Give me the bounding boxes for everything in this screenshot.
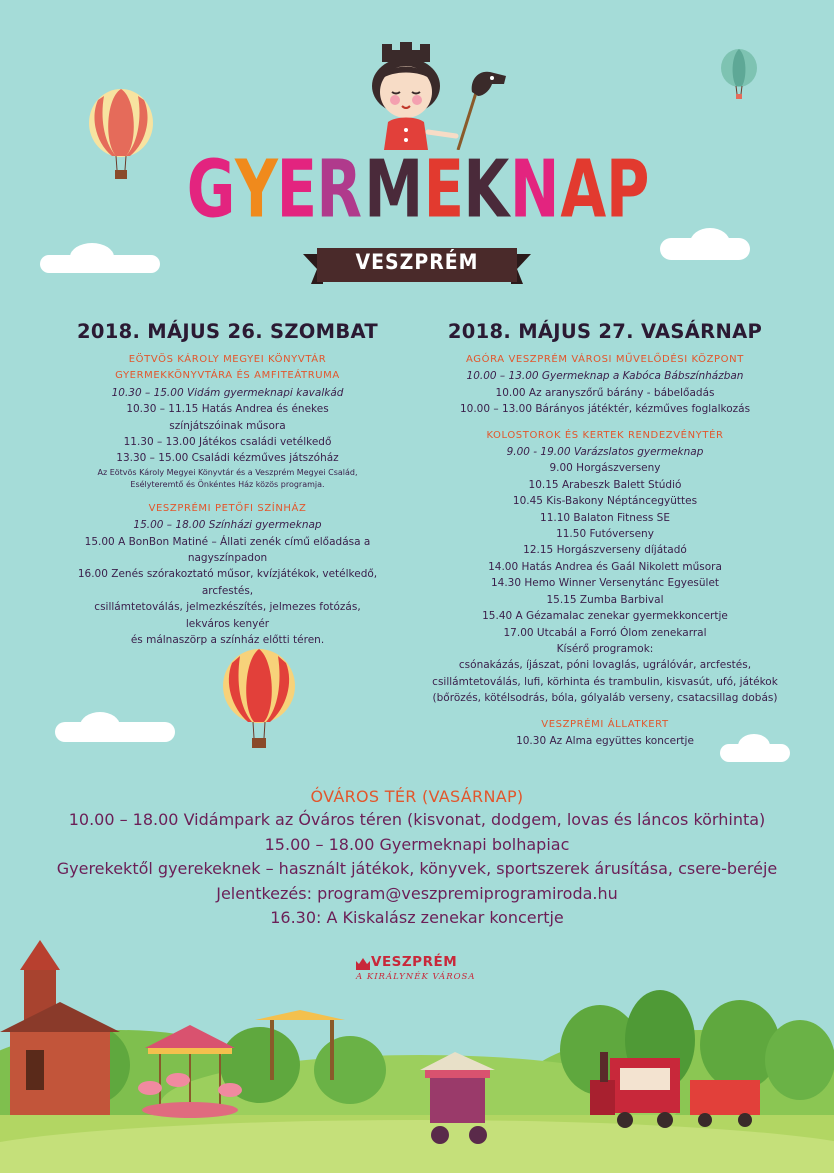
- ovaros-line: 10.00 – 18.00 Vidámpark az Óváros téren (kisvonat, dodgem, lovas és láncos körhinta): [68, 810, 766, 829]
- kolostorok-program-list: [430, 444, 780, 707]
- sunday-date: 2018. MÁJUS 27. VASÁRNAP: [447, 320, 763, 343]
- ribbon-veszprem: VESZPRÉM: [355, 250, 479, 274]
- title-letter: E: [276, 141, 317, 236]
- program-line: 14.00 Hatás Andrea és Gaál Nikolett műsora: [488, 560, 722, 573]
- title-letter: P: [605, 141, 649, 236]
- cloud-mid-left-puff: [80, 712, 120, 740]
- program-line: 11.10 Balaton Fitness SE: [540, 511, 670, 524]
- program-line: és málnaszörp a színház előtti téren.: [130, 634, 325, 647]
- title-letter: Y: [235, 141, 278, 236]
- program-line: 10.30 – 15.00 Vidám gyermeknapi kavalkád: [111, 386, 344, 399]
- program-line: 10.15 Arabeszk Balett Stúdió: [528, 478, 682, 491]
- venue-kolostorok: KOLOSTOROK ÉS KERTEK RENDEZVÉNYTÉR: [486, 429, 724, 441]
- ovaros-line: Jelentkezés: program@veszpremiprogramiroda.hu: [216, 883, 618, 903]
- cloud-top-left-puff: [70, 243, 114, 271]
- logo-subtitle: A KIRÁLYNÉK VÁROSA: [356, 972, 476, 982]
- program-line: 9.00 - 19.00 Varázslatos gyermeknap: [506, 446, 704, 459]
- program-line: 10.00 Az aranyszőrű bárány - bábelőadás: [495, 386, 715, 399]
- program-line: 12.15 Horgászverseny díjátadó: [523, 544, 687, 557]
- program-line: 11.30 – 13.00 Játékos családi vetélkedő: [123, 436, 332, 449]
- ovaros-line: 15.00 – 18.00 Gyermeknapi bolhapiac: [264, 834, 570, 854]
- library-program-list: [75, 385, 380, 467]
- program-line: 14.30 Hemo Winner Versenytánc Egyesület: [490, 577, 720, 590]
- theatre-program-list: [75, 517, 380, 648]
- program-line: csillámtetoválás, lufi, körhinta és trambulin, kisvasút, ufó, játékok: [432, 675, 778, 688]
- title-letter: M: [363, 141, 423, 236]
- venue-theatre: VESZPRÉMI PETŐFI SZÍNHÁZ: [148, 502, 307, 514]
- ovaros-section: [0, 786, 834, 931]
- ovaros-heading: ÓVÁROS TÉR (VASÁRNAP): [310, 787, 524, 806]
- ovaros-line: Gyerekektől gyerekeknek – használt játékok, könyvek, sportszerek árusítása, csere-beréje: [56, 859, 778, 878]
- agora-program-list: [430, 368, 780, 417]
- program-line: 11.50 Futóverseny: [556, 528, 654, 541]
- program-line: 10.45 Kis-Bakony Néptáncegyüttes: [512, 495, 698, 508]
- program-line: 9.00 Horgászverseny: [549, 462, 661, 475]
- title-gyermeknap: [0, 141, 834, 236]
- cloud-top-right-puff: [690, 228, 730, 258]
- program-line: 10.30 Az Alma együttes koncertje: [516, 734, 694, 747]
- program-line: csillámtetoválás, jelmezkészítés, jelmezes fotózás, lekváros kenyér: [94, 601, 361, 630]
- program-line: 17.00 Utcabál a Forró Ólom zenekarral: [503, 626, 707, 639]
- venue-library-line1: EÖTVÖS KÁROLY MEGYEI KÖNYVTÁR: [128, 354, 327, 365]
- title-letter: R: [316, 141, 362, 236]
- venue-zoo: VESZPRÉMI ÁLLATKERT: [541, 718, 669, 730]
- sunday-column: [430, 318, 780, 749]
- venue-agora: AGÓRA VESZPRÉM VÁROSI MŰVELŐDÉSI KÖZPONT: [466, 354, 744, 365]
- title-letter: A: [560, 141, 606, 236]
- venue-library-line2: GYERMEKKÖNYVTÁRA ÉS AMFITEÁTRUMA: [115, 370, 340, 382]
- program-line: 15.00 A BonBon Matiné – Állati zenék című előadása a nagyszínpadon: [84, 535, 371, 565]
- title-letter: K: [463, 141, 509, 236]
- title-letter: G: [186, 141, 235, 236]
- program-line: 15.15 Zumba Barbival: [546, 593, 664, 606]
- program-line: 15.00 – 18.00 Színházi gyermeknap: [133, 519, 322, 532]
- child-mascot-icon: [360, 40, 520, 150]
- library-note-line1: Az Eötvös Károly Megyei Könyvtár és a Veszprém Megyei Család,: [97, 467, 358, 477]
- hot-air-balloon-center-icon: [220, 648, 298, 753]
- amusement-park-scene: [0, 940, 834, 1173]
- program-line: csónakázás, íjászat, póni lovaglás, ugrálóvár, arcfestés,: [458, 659, 752, 672]
- program-line: 16.00 Zenés szórakoztató műsor, kvízjátékok, vetélkedő, arcfestés,: [77, 568, 378, 597]
- program-line: 13.30 – 15.00 Családi kézműves játszóház: [116, 452, 339, 465]
- program-line: 10.00 – 13.00 Bárányos játéktér, kézműves foglalkozás: [459, 403, 751, 416]
- saturday-column: [75, 318, 380, 649]
- library-note-line2: Esélyteremtő és Önkéntes Ház közös programja.: [130, 479, 325, 489]
- title-letter: N: [509, 141, 559, 236]
- program-line: 10.30 – 11.15 Hatás Andrea és énekes: [126, 403, 329, 416]
- logo-veszprem: VESZPRÉM: [371, 954, 458, 970]
- program-line: 10.00 – 13.00 Gyermeknap a Kabóca Bábszínházban: [466, 370, 744, 383]
- hot-air-balloon-small-icon: [719, 48, 759, 103]
- program-line: 15.40 A Gézamalac zenekar gyermekkoncertje: [482, 610, 728, 623]
- program-line: Kísérő programok:: [556, 642, 654, 655]
- program-line: (bőrözés, kötélsodrás, bóla, gólyaláb verseny, csatacsillag dobás): [432, 692, 778, 705]
- title-letter: E: [423, 141, 464, 236]
- saturday-date: 2018. MÁJUS 26. SZOMBAT: [76, 320, 379, 343]
- program-line: színjátszóinak műsora: [169, 419, 286, 432]
- ovaros-line: 16.30: A Kiskalász zenekar koncertje: [270, 908, 564, 927]
